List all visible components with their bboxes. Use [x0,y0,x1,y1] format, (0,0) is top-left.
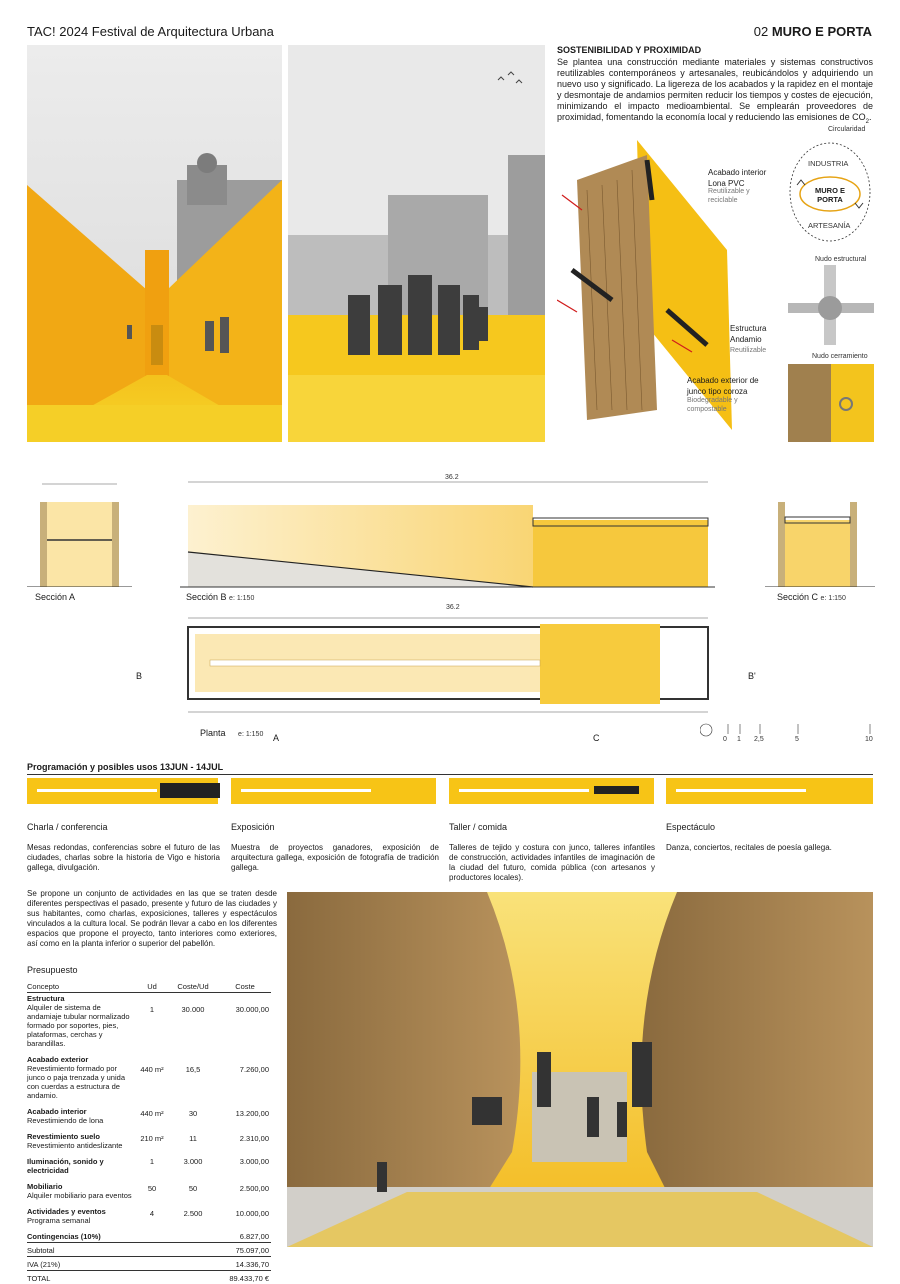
use-text-exhibition: Muestra de proyectos ganadores, exposición de arquitectura gallega, exposición de fotografía de tradición gallega. [231,843,439,873]
section-b-scale: e: 1:150 [229,595,254,602]
use-text-show: Danza, conciertos, recitales de poesía gallega. [666,843,873,853]
budget-table [27,981,271,1284]
budget-row-cost: 13.200,00 [219,1101,271,1126]
plan-mark-b: B [136,671,142,682]
section-a-drawing [27,472,132,587]
section-c-drawing [765,472,875,587]
label-structure: Estructura Andamio [730,323,775,345]
plan-mark-c: C [593,733,600,744]
section-b-title [186,592,254,603]
sustainability-heading: SOSTENIBILIDAD Y PROXIMIDAD [557,45,701,55]
dim-total-b: 36.2 [445,473,459,482]
budget-row-cost: 2.500,00 [219,1176,271,1201]
budget-row-ud: 440 m² [137,1101,167,1126]
plan-label: Planta [200,728,226,738]
budget-row [27,1176,271,1201]
sheet-title [754,24,872,39]
label-exterior: Acabado exterior de junco tipo coroza [687,375,772,397]
budget-row-title: Actividades y eventos [27,1207,106,1216]
budget-row-title: Estructura [27,994,65,1003]
section-c-scale: e: 1:150 [821,595,846,602]
budget-iva-value: 14.336,70 [219,1257,271,1271]
note-interior: Reutilizable y reciclable [708,187,768,205]
render-corridor [27,45,282,442]
scale-5: 5 [795,735,799,744]
node-enclosure-image [788,364,874,442]
programming-divider [27,774,873,775]
node-enclosure-label: Nudo cerramiento [812,352,868,361]
use-diagram-talk [27,778,218,804]
budget-row-title: Acabado interior [27,1107,87,1116]
scale-0: 0 [723,735,727,744]
budget-row [27,1101,271,1126]
section-b-drawing [180,470,715,590]
circularity-label: Circularidad [828,125,865,134]
budget-row-title: Iluminación, sonido y electricidad [27,1157,104,1175]
budget-row-title: Revestimiento suelo [27,1132,100,1141]
budget-row-ud: 4 [137,1201,167,1226]
plan-dim-total: 36.2 [446,603,460,612]
budget-row-desc: Revestimiento antideslizante [27,1141,122,1150]
festival-title: TAC! 2024 Festival de Arquitectura Urbana [27,24,274,39]
budget-row [27,1126,271,1151]
budget-row-desc: Revestimiento formado por junco o paja trenzada y unida con cuerdas a estructura de andamio. [27,1064,125,1100]
sheet-number: 02 [754,24,768,39]
budget-row-cost: 2.310,00 [219,1126,271,1151]
section-a-label: Sección A [35,592,75,602]
use-diagram-workshop [449,778,654,804]
budget-row-unit: 30.000 [167,993,219,1050]
budget-iva-row [27,1257,271,1271]
budget-row-cost: 6.827,00 [219,1226,271,1243]
budget-row-desc: Revestimiendo de lona [27,1116,103,1125]
node-structural-label: Nudo estructural [815,255,866,264]
budget-row-ud: 210 m² [137,1126,167,1151]
note-structure: Reutilizable [730,346,766,355]
budget-row [27,1226,271,1243]
budget-row-unit: 16,5 [167,1049,219,1101]
plan-scale: e: 1:150 [238,731,263,738]
render-street [288,45,545,442]
use-diagram-exhibition [231,778,436,804]
budget-row [27,1151,271,1176]
budget-row-ud: 1 [137,993,167,1050]
use-title-workshop: Taller / comida [449,822,507,832]
budget-row-ud: 1 [137,1151,167,1176]
project-name: MURO E PORTA [772,24,872,39]
budget-row-title: Acabado exterior [27,1055,88,1064]
section-c-title [777,592,846,603]
co2-subscript: 2 [866,119,869,125]
budget-col-ud: Ud [137,981,167,993]
budget-col-cost: Coste [219,981,271,993]
use-text-workshop: Talleres de tejido y costura con junco, talleres infantiles de construcción, actividades infantiles de imaginación de la ciudad del futuro, comida pública (con artesanos y productores locales). [449,843,655,883]
budget-row-title: Mobiliario [27,1182,62,1191]
render-curtain [287,892,873,1247]
budget-total-label: TOTAL [27,1271,137,1284]
circle-top-label: INDUSTRIA [808,159,848,168]
budget-row [27,993,271,1050]
budget-row-desc: Alquiler de sistema de andamiaje tubular normalizado formado por soportes, pies, plataformas, cerchas y barandillas. [27,1003,130,1048]
sustainability-text: Se plantea una construcción mediante materiales y sistemas constructivos reutilizables contemporáneos y artesanales, reubicándolos y adquiriendo un nuevo uso y significado. La ligereza de los acabados y la rapidez en el montaje y desmontaje de andamios permiten reducir los tiempos y costes de ejecución, minimizando el impacto medioambiental. Se emplearán proveedores de proximidad, fomentando la economía local y reduciendo las emisiones de $CO_2$. [557,57,873,128]
budget-row-cost: 10.000,00 [219,1201,271,1226]
circle-bottom-label: ARTESANÍA [808,221,850,230]
budget-row-unit: 11 [167,1126,219,1151]
budget-row-desc: Alquiler mobiliario para eventos [27,1191,132,1200]
note-exterior: Biodegradable y compostable [687,396,767,414]
use-title-talk: Charla / conferencia [27,822,108,832]
scale-10: 10 [865,735,873,744]
section-c-label: Sección C [777,592,818,602]
budget-row-ud: 440 m² [137,1049,167,1101]
plan-drawing [180,612,715,722]
budget-row [27,1201,271,1226]
budget-subtotal-value: 75.097,00 [219,1243,271,1257]
circle-center-label: MURO E PORTA [810,186,850,204]
section-b-label: Sección B [186,592,227,602]
budget-row-unit: 2.500 [167,1201,219,1226]
budget-col-unitcost: Coste/Ud [167,981,219,993]
scale-1: 1 [737,735,741,744]
budget-row-cost: 7.260,00 [219,1049,271,1101]
budget-subtotal-label: Subtotal [27,1243,137,1257]
section-a-title [35,592,75,603]
label-interior: Acabado interior Lona PVC [708,167,770,189]
budget-row-title: Contingencias (10%) [27,1232,101,1241]
budget-iva-label: IVA (21%) [27,1257,137,1271]
budget-row-unit: 30 [167,1101,219,1126]
budget-total-value: 89.433,70 € [219,1271,271,1284]
budget-row-desc: Programa semanal [27,1216,90,1225]
budget-heading: Presupuesto [27,965,78,975]
use-diagram-show [666,778,873,804]
budget-col-concept: Concepto [27,981,137,993]
scale-2-5: 2,5 [754,735,764,744]
plan-title [200,728,263,739]
budget-row-cost: 30.000,00 [219,993,271,1050]
plan-mark-a: A [273,733,279,744]
node-structural-image [788,265,874,345]
budget-row-cost: 3.000,00 [219,1151,271,1176]
budget-row-unit: 50 [167,1176,219,1201]
budget-row-unit: 3.000 [167,1151,219,1176]
programming-intro: Se propone un conjunto de actividades en las que se traten desde diferentes perspectivas el pasado, presente y futuro de las ciudades y sus habitantes, como charlas, exposiciones, talleres y espectáculos vinculados a la cultura local. Se podrán llevar a cabo en los diferentes espacios que propone el proyecto, tanto interiores como exteriores, así como en la planta inferior o superior del pabellón. [27,889,277,949]
use-title-exhibition: Exposición [231,822,275,832]
budget-subtotal-row [27,1243,271,1257]
plan-mark-b2: B' [748,671,756,682]
budget-row-ud: 50 [137,1176,167,1201]
use-text-talk: Mesas redondas, conferencias sobre el futuro de las ciudades, charlas sobre la historia de Vigo e historia gallega, divulgación. [27,843,220,873]
budget-row [27,1049,271,1101]
sustainability-body: Se plantea una construcción mediante materiales y sistemas constructivos reutilizables contemporáneos y artesanales, reubicándolos y adquiriendo un nuevo uso y significado. La ligereza de los acabados y la rapidez en el montaje y desmontaje de andamios permiten reducir los tiempos y costes de ejecución, minimizando el impacto medioambiental. Se emplearán proveedores de proximidad, fomentando la economía local y reduciendo las emisiones de CO [557,57,873,122]
use-title-show: Espectáculo [666,822,715,832]
programming-heading: Programación y posibles usos 13JUN - 14JUL [27,762,223,772]
